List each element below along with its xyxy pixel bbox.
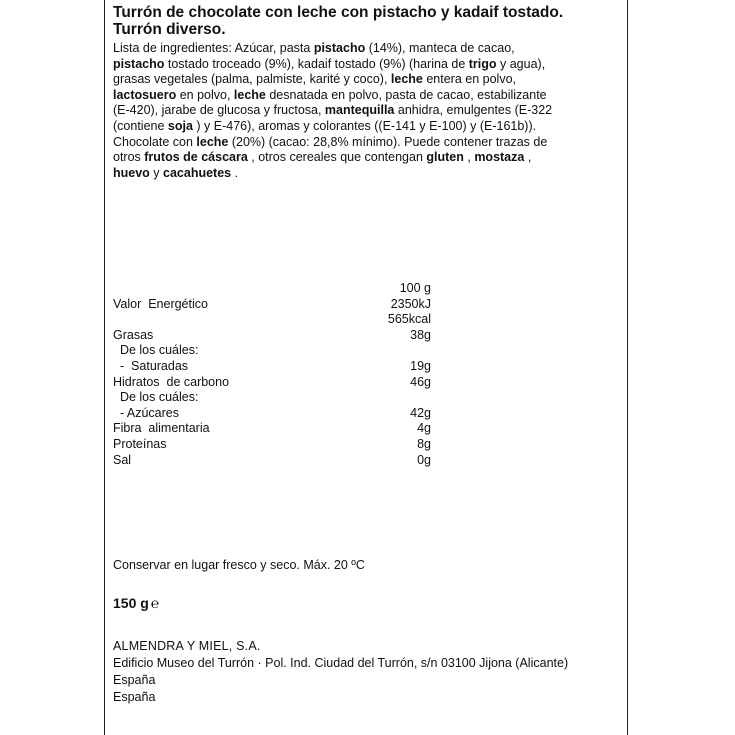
ingredients-line — [113, 72, 623, 88]
ingredients-line — [113, 166, 623, 182]
company-info — [113, 638, 568, 706]
allergen-text: gluten — [426, 150, 464, 165]
nutrient-label: Fibra alimentaria — [113, 421, 210, 436]
allergen-text: mostaza — [474, 150, 525, 165]
ingredient-text: grasas vegetales (palma, palmiste, karité y coco), — [113, 72, 391, 87]
nutrient-value: 0g — [417, 452, 431, 467]
allergen-text: trigo — [468, 56, 497, 71]
nutrition-header: 100 g — [399, 281, 431, 295]
nutrient-label: De los cuáles: — [113, 390, 199, 405]
ingredient-text: ) y E-476), aromas y colorantes ((E-141 y E-100) y (E-161b)). — [192, 118, 537, 133]
ingredient-text: Chocolate con — [113, 134, 197, 149]
nutrient-label: - Saturadas — [113, 358, 189, 373]
product-subtitle: Turrón diverso. — [113, 21, 226, 38]
ingredients-line — [113, 135, 623, 151]
ingredient-text: otros — [113, 150, 145, 165]
ingredient-text: (14%), manteca de cacao, — [365, 41, 515, 55]
nutrient-label: - Azúcares — [113, 405, 179, 420]
nutrient-label: Hidratos de carbono — [113, 374, 230, 389]
nutrition-row — [113, 359, 443, 375]
nutrient-value: 565kcal — [387, 312, 431, 327]
ingredient-text: anhidra, emulgentes (E-322 — [394, 103, 553, 118]
ingredient-text: . — [231, 165, 239, 180]
allergen-text: leche — [390, 72, 423, 87]
nutrient-value: 8g — [417, 436, 431, 451]
allergen-text: leche — [233, 87, 266, 102]
ingredient-text: y agua), — [496, 56, 546, 71]
nutrition-row — [113, 375, 443, 391]
nutrient-label: De los cuáles: — [113, 343, 199, 358]
ingredient-text: desnatada en polvo, pasta de cacao, estabilizante — [265, 87, 547, 102]
allergen-text: pistacho — [313, 41, 366, 55]
ingredients-line — [113, 41, 623, 57]
nutrient-value: 42g — [410, 405, 431, 420]
nutrition-row — [113, 312, 443, 328]
ingredient-text: y — [149, 165, 164, 180]
ingredients-list — [113, 41, 623, 181]
product-title: Turrón de chocolate con leche con pistacho y kadaif tostado. — [113, 4, 564, 21]
company-country: España — [113, 673, 156, 687]
allergen-text: huevo — [113, 165, 150, 180]
ingredient-text: , — [524, 150, 532, 165]
company-address: Edificio Museo del Turrón · Pol. Ind. Ciudad del Turrón, s/n 03100 Jijona (Alicante) — [113, 656, 569, 670]
allergen-text: pistacho — [113, 56, 165, 71]
allergen-text: lactosuero — [113, 87, 177, 102]
nutrient-value: 38g — [410, 327, 431, 342]
ingredient-text: Lista de ingredientes: Azúcar, pasta — [113, 41, 314, 55]
allergen-text: frutos de cáscara — [144, 150, 248, 165]
nutrient-value: 2350kJ — [390, 296, 431, 311]
ingredient-text: tostado troceado (9%), kadaif tostado (9%) (harina de — [164, 56, 469, 71]
nutrient-value: 4g — [417, 421, 431, 436]
ingredients-line — [113, 119, 623, 135]
storage-instructions: Conservar en lugar fresco y seco. Máx. 20 ºC — [113, 558, 365, 572]
nutrition-row — [113, 406, 443, 422]
net-weight — [113, 595, 159, 611]
ingredients-line — [113, 150, 623, 166]
ingredient-text: , otros cereales que contengan — [247, 150, 427, 165]
ingredients-line — [113, 88, 623, 104]
nutrition-row — [113, 453, 443, 469]
nutrition-row — [113, 328, 443, 344]
nutrient-label: Sal — [113, 452, 132, 467]
ingredient-text: (E-420), jarabe de glucosa y fructosa, — [113, 103, 325, 118]
nutrition-row — [113, 297, 443, 313]
ingredients-line — [113, 103, 623, 119]
company-country-2: España — [113, 690, 156, 704]
allergen-text: leche — [196, 134, 229, 149]
ingredient-text: (20%) (cacao: 28,8% mínimo). Puede contener trazas de — [228, 134, 548, 149]
nutrient-value: 46g — [410, 374, 431, 389]
nutrient-value: 19g — [410, 358, 431, 373]
allergen-text: cacahuetes — [163, 165, 232, 180]
ingredient-text: (contiene — [113, 118, 168, 133]
nutrition-row — [113, 421, 443, 437]
nutrition-header-row — [113, 281, 443, 297]
ingredient-text: entera en polvo, — [422, 72, 516, 87]
ingredient-text: en polvo, — [176, 87, 234, 102]
nutrient-label: Grasas — [113, 327, 154, 342]
nutrition-row — [113, 437, 443, 453]
ingredient-text: , — [463, 150, 475, 165]
nutrient-label: Valor Energético — [113, 296, 208, 311]
estimated-sign-icon: ℮ — [150, 595, 160, 611]
allergen-text: soja — [167, 118, 193, 133]
company-name: ALMENDRA Y MIEL, S.A. — [113, 639, 261, 653]
ingredients-line — [113, 57, 623, 73]
nutrition-row — [113, 343, 443, 359]
nutrition-row — [113, 390, 443, 406]
nutrient-label: Proteínas — [113, 436, 167, 451]
net-weight-value: 150 g — [113, 595, 149, 611]
product-description — [113, 4, 623, 181]
nutrition-table — [113, 281, 443, 468]
allergen-text: mantequilla — [324, 103, 395, 118]
